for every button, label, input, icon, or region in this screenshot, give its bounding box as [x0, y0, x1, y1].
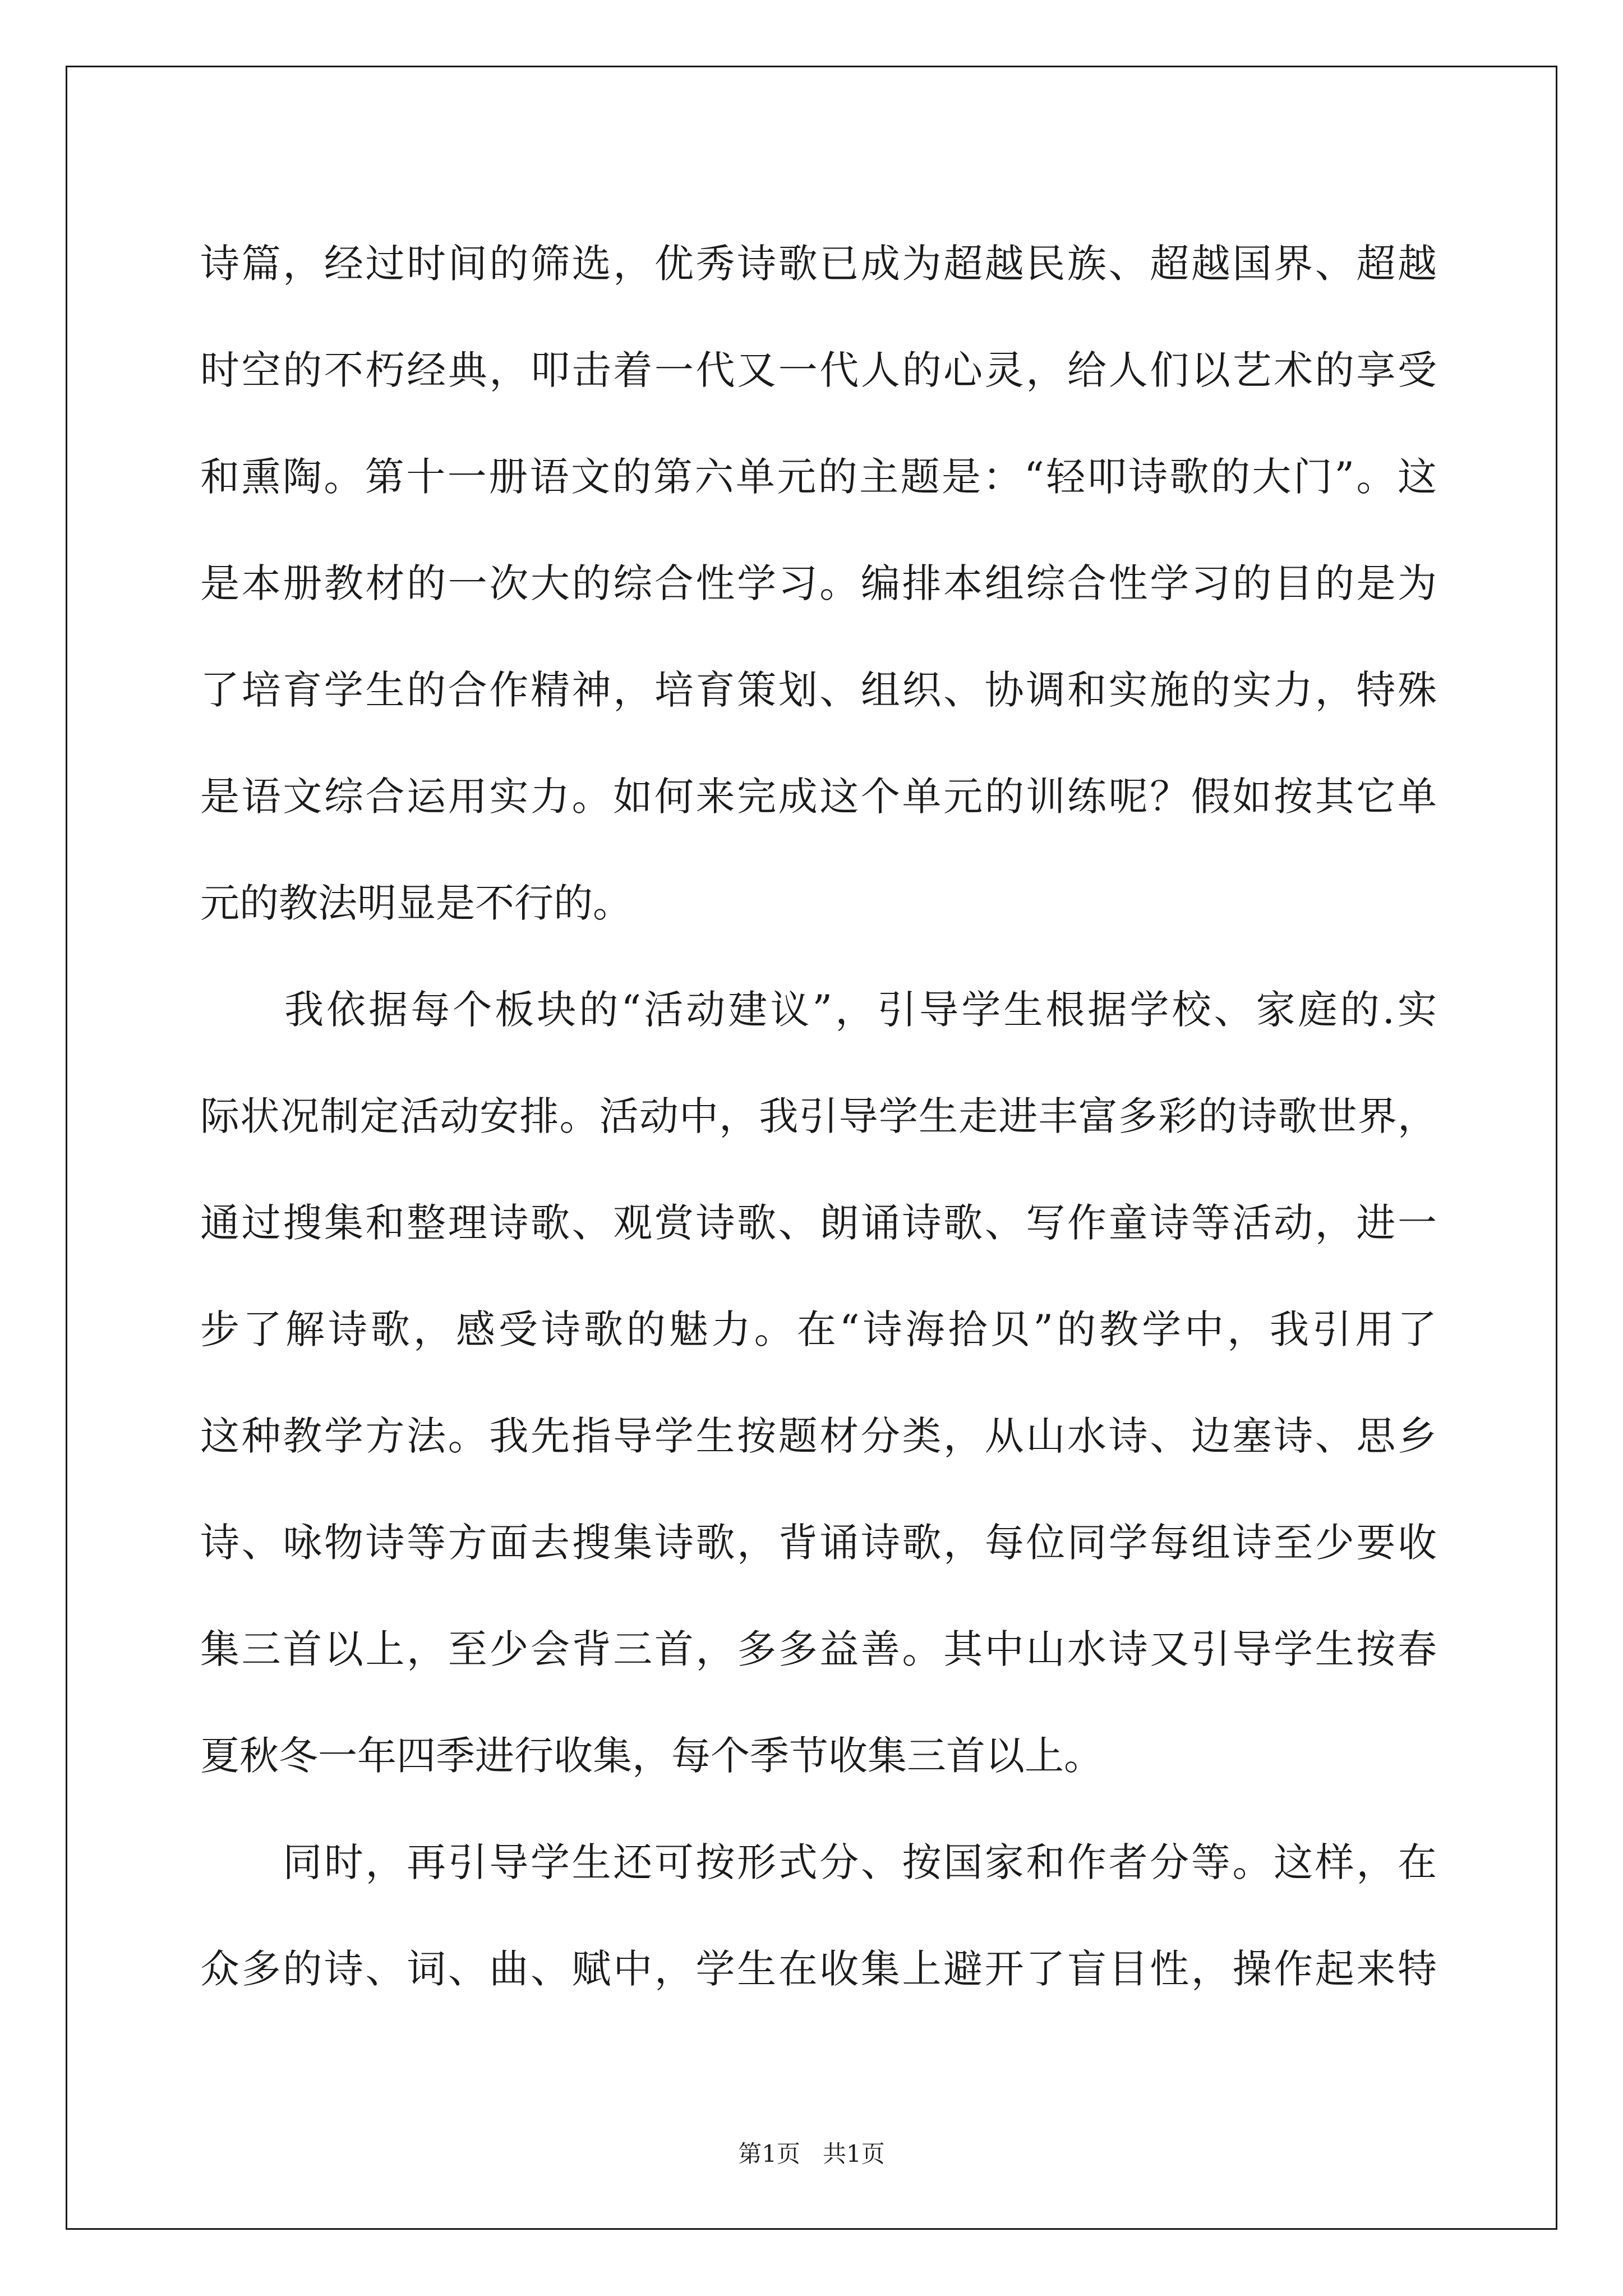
text-line: 时空的不朽经典，叩击着一代又一代人的心灵，给人们以艺术的享受: [200, 347, 1437, 393]
text-line: 是本册教材的一次大的综合性学习。编排本组综合性学习的目的是为: [200, 560, 1437, 606]
text-line: 元的教法明显是不行的。: [200, 880, 632, 926]
page-number: 第1页: [738, 2140, 800, 2168]
text-line: 诗、咏物诗等方面去搜集诗歌，背诵诗歌，每位同学每组诗至少要收: [200, 1520, 1437, 1566]
text-line: 我依据每个板块的“活动建议”，引导学生根据学校、家庭的.实: [200, 987, 1437, 1033]
text-line: 这种教学方法。我先指导学生按题材分类，从山水诗、边塞诗、思乡: [200, 1413, 1437, 1459]
text-line: 众多的诗、词、曲、赋中，学生在收集上避开了盲目性，操作起来特: [200, 1946, 1437, 1992]
text-line: 集三首以上，至少会背三首，多多益善。其中山水诗又引导学生按春: [200, 1626, 1437, 1672]
text-line: 和熏陶。第十一册语文的第六单元的主题是：“轻叩诗歌的大门”。这: [200, 454, 1437, 500]
text-line: 是语文综合运用实力。如何来完成这个单元的训练呢？假如按其它单: [200, 774, 1437, 820]
text-line: 步了解诗歌，感受诗歌的魅力。在“诗海拾贝”的教学中，我引用了: [200, 1306, 1437, 1352]
text-line: 通过搜集和整理诗歌、观赏诗歌、朗诵诗歌、写作童诗等活动，进一: [200, 1200, 1437, 1246]
text-line: 诗篇，经过时间的筛选，优秀诗歌已成为超越民族、超越国界、超越: [200, 241, 1437, 287]
document-body: [200, 210, 1437, 2022]
page-footer: [0, 2137, 1623, 2171]
text-line: 夏秋冬一年四季进行收集，每个季节收集三首以上。: [200, 1733, 1103, 1779]
total-pages: 共1页: [823, 2140, 885, 2168]
text-line: 际状况制定活动安排。活动中，我引导学生走进丰富多彩的诗歌世界，: [200, 1093, 1437, 1139]
text-line: 了培育学生的合作精神，培育策划、组织、协调和实施的实力，特殊: [200, 667, 1437, 713]
text-line: 同时，再引导学生还可按形式分、按国家和作者分等。这样，在: [200, 1839, 1437, 1885]
